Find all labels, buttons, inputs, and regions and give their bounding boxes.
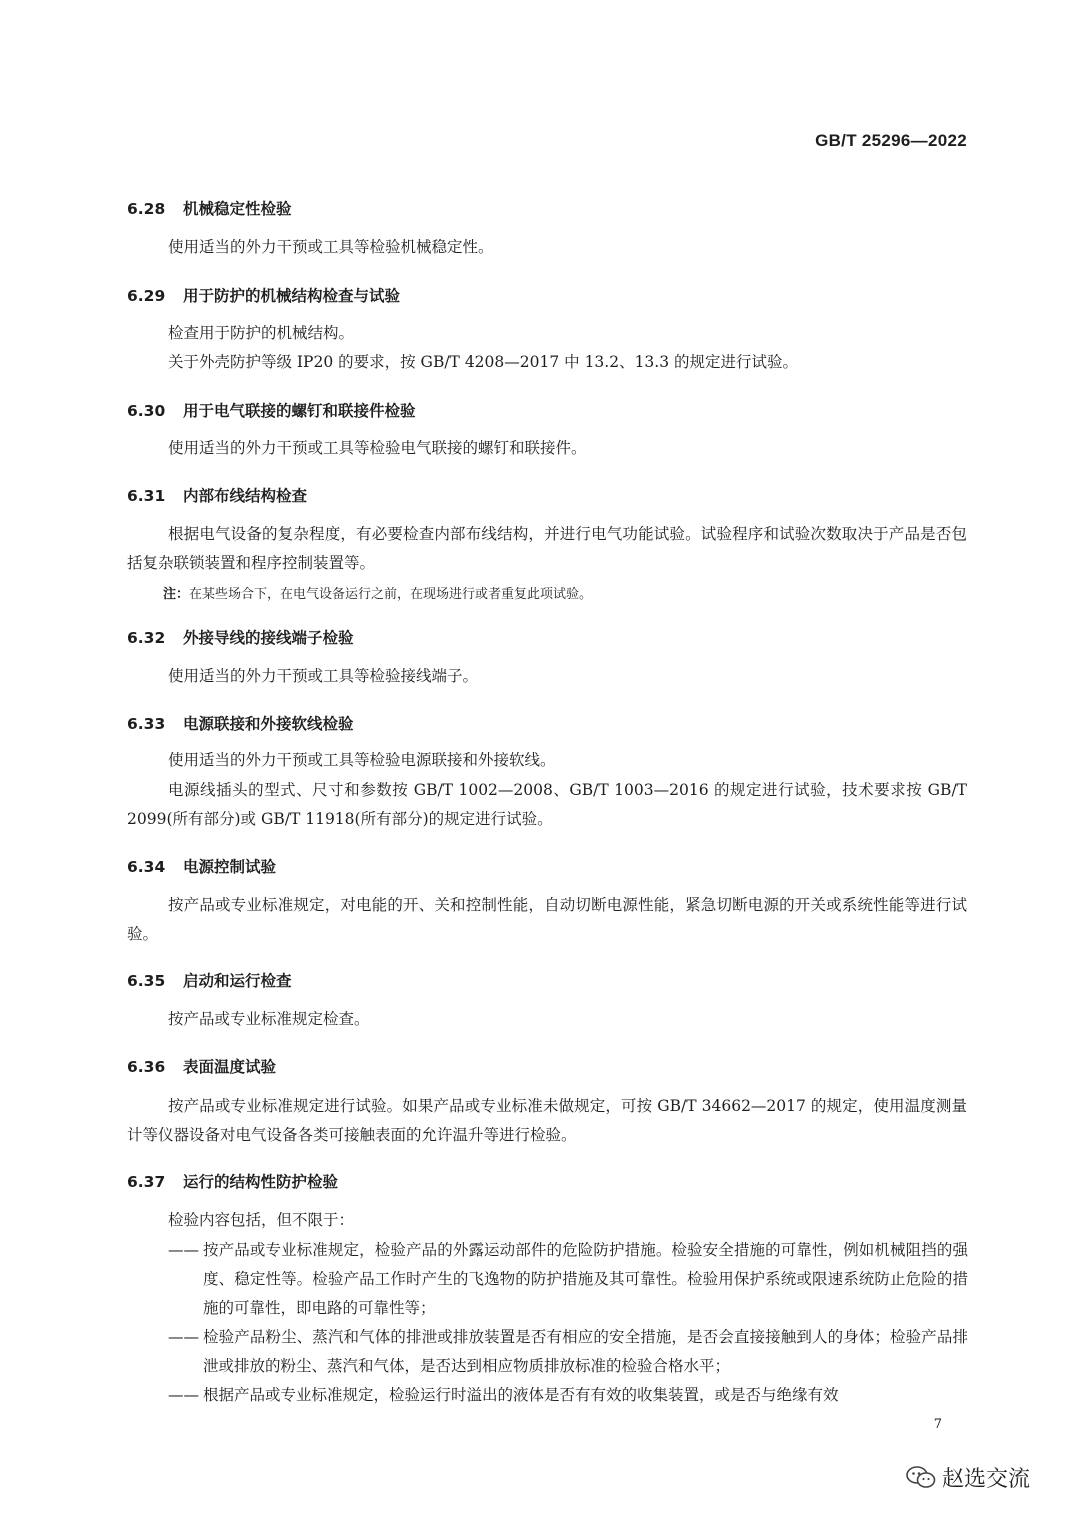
page-number: 7 [933,1417,942,1432]
list-dash: —— [168,1386,199,1404]
list-item-text: 按产品或专业标准规定，检验产品的外露运动部件的危险防护措施。检验安全措施的可靠性，例如机械阻挡的强度、稳定性等。检验产品工作时产生的飞逸物的防护措施及其可靠性。检验用保护系统或限速系统防止危险的措施的可靠性，即电路的可靠性等； [203,1241,968,1317]
section-6-36-title [127,1055,276,1077]
section-6-34-title [127,855,276,877]
section-number: 6.37 [127,1173,166,1191]
list-dash: —— [168,1328,199,1346]
section-number: 6.32 [127,629,166,647]
list-item-text: 检验产品粉尘、蒸汽和气体的排泄或排放装置是否有相应的安全措施，是否会直接接触到人的身体；检验产品排泄或排放的粉尘、蒸汽和气体，是否达到相应物质排放标准的检验合格水平； [203,1328,968,1375]
list-item-text: 根据产品或专业标准规定，检验运行时溢出的液体是否有有效的收集装置，或是否与绝缘有效 [203,1386,839,1404]
section-6-32-para-1: 使用适当的外力干预或工具等检验接线端子。 [168,667,479,685]
list-item [168,1381,968,1410]
section-6-33-title [127,712,354,734]
section-number: 6.28 [127,200,166,218]
note-text: 在某些场合下，在电气设备运行之前，在现场进行或者重复此项试验。 [189,587,593,602]
section-6-29-title [127,284,400,306]
section-number: 6.34 [127,858,166,876]
section-number: 6.30 [127,402,166,420]
section-number: 6.29 [127,287,166,305]
section-6-28-para-1: 使用适当的外力干预或工具等检验机械稳定性。 [168,238,494,256]
section-title-text: 启动和运行检查 [183,972,292,990]
watermark [906,1462,1030,1493]
section-6-33-para-1: 使用适当的外力干预或工具等检验电源联接和外接软线。 [168,751,556,769]
section-number: 6.35 [127,972,166,990]
section-number: 6.31 [127,487,166,505]
wechat-icon [906,1465,936,1491]
section-6-29-para-2: 关于外壳防护等级 IP20 的要求，按 GB/T 4208—2017 中 13.2、13.3 的规定进行试验。 [168,353,799,371]
doc-code: GB/T 25296—2022 [815,131,967,150]
section-6-30-para-1: 使用适当的外力干预或工具等检验电气联接的螺钉和联接件。 [168,439,587,457]
watermark-text: 赵选交流 [942,1467,1031,1492]
section-number: 6.33 [127,715,166,733]
section-title-text: 外接导线的接线端子检验 [183,629,354,647]
section-6-36-para-1: 按产品或专业标准规定进行试验。如果产品或专业标准未做规定，可按 GB/T 34662—2017 的规定，使用温度测量计等仪器设备对电气设备各类可接触表面的允许温升等进行检验。 [127,1097,967,1144]
section-6-31-para-1: 根据电气设备的复杂程度，有必要检查内部布线结构，并进行电气功能试验。试验程序和试验次数取决于产品是否包括复杂联锁装置和程序控制装置等。 [127,525,967,572]
section-title-text: 机械稳定性检验 [183,200,292,218]
section-title-text: 用于防护的机械结构检查与试验 [183,287,401,305]
section-title-text: 运行的结构性防护检验 [183,1173,339,1191]
section-6-35-title [127,969,292,991]
section-title-text: 内部布线结构检查 [183,487,308,505]
section-6-37-para-1: 检验内容包括，但不限于： [168,1211,355,1229]
section-6-32-title [127,626,354,648]
section-title-text: 用于电气联接的螺钉和联接件检验 [183,402,416,420]
section-6-30-title [127,399,416,421]
list-dash: —— [168,1241,199,1259]
section-6-37-title [127,1170,338,1192]
section-6-31-note [163,583,592,602]
list-item [168,1236,968,1323]
section-6-33-para-2: 电源线插头的型式、尺寸和参数按 GB/T 1002—2008、GB/T 1003—2016 的规定进行试验，技术要求按 GB/T 2099(所有部分)或 GB/T 11918(所有部分)的规定进行试验。 [127,781,967,828]
section-6-29-para-1: 检查用于防护的机械结构。 [168,324,355,342]
section-6-35-para-1: 按产品或专业标准规定检查。 [168,1010,370,1028]
section-title-text: 表面温度试验 [183,1058,277,1076]
list-item [168,1323,968,1381]
section-6-34-para-1: 按产品或专业标准规定，对电能的开、关和控制性能，自动切断电源性能，紧急切断电源的开关或系统性能等进行试验。 [127,896,967,943]
section-6-31-title [127,484,307,506]
section-title-text: 电源控制试验 [183,858,277,876]
section-title-text: 电源联接和外接软线检验 [183,715,354,733]
note-label: 注： [163,587,190,602]
section-6-28-title [127,197,292,219]
section-number: 6.36 [127,1058,166,1076]
